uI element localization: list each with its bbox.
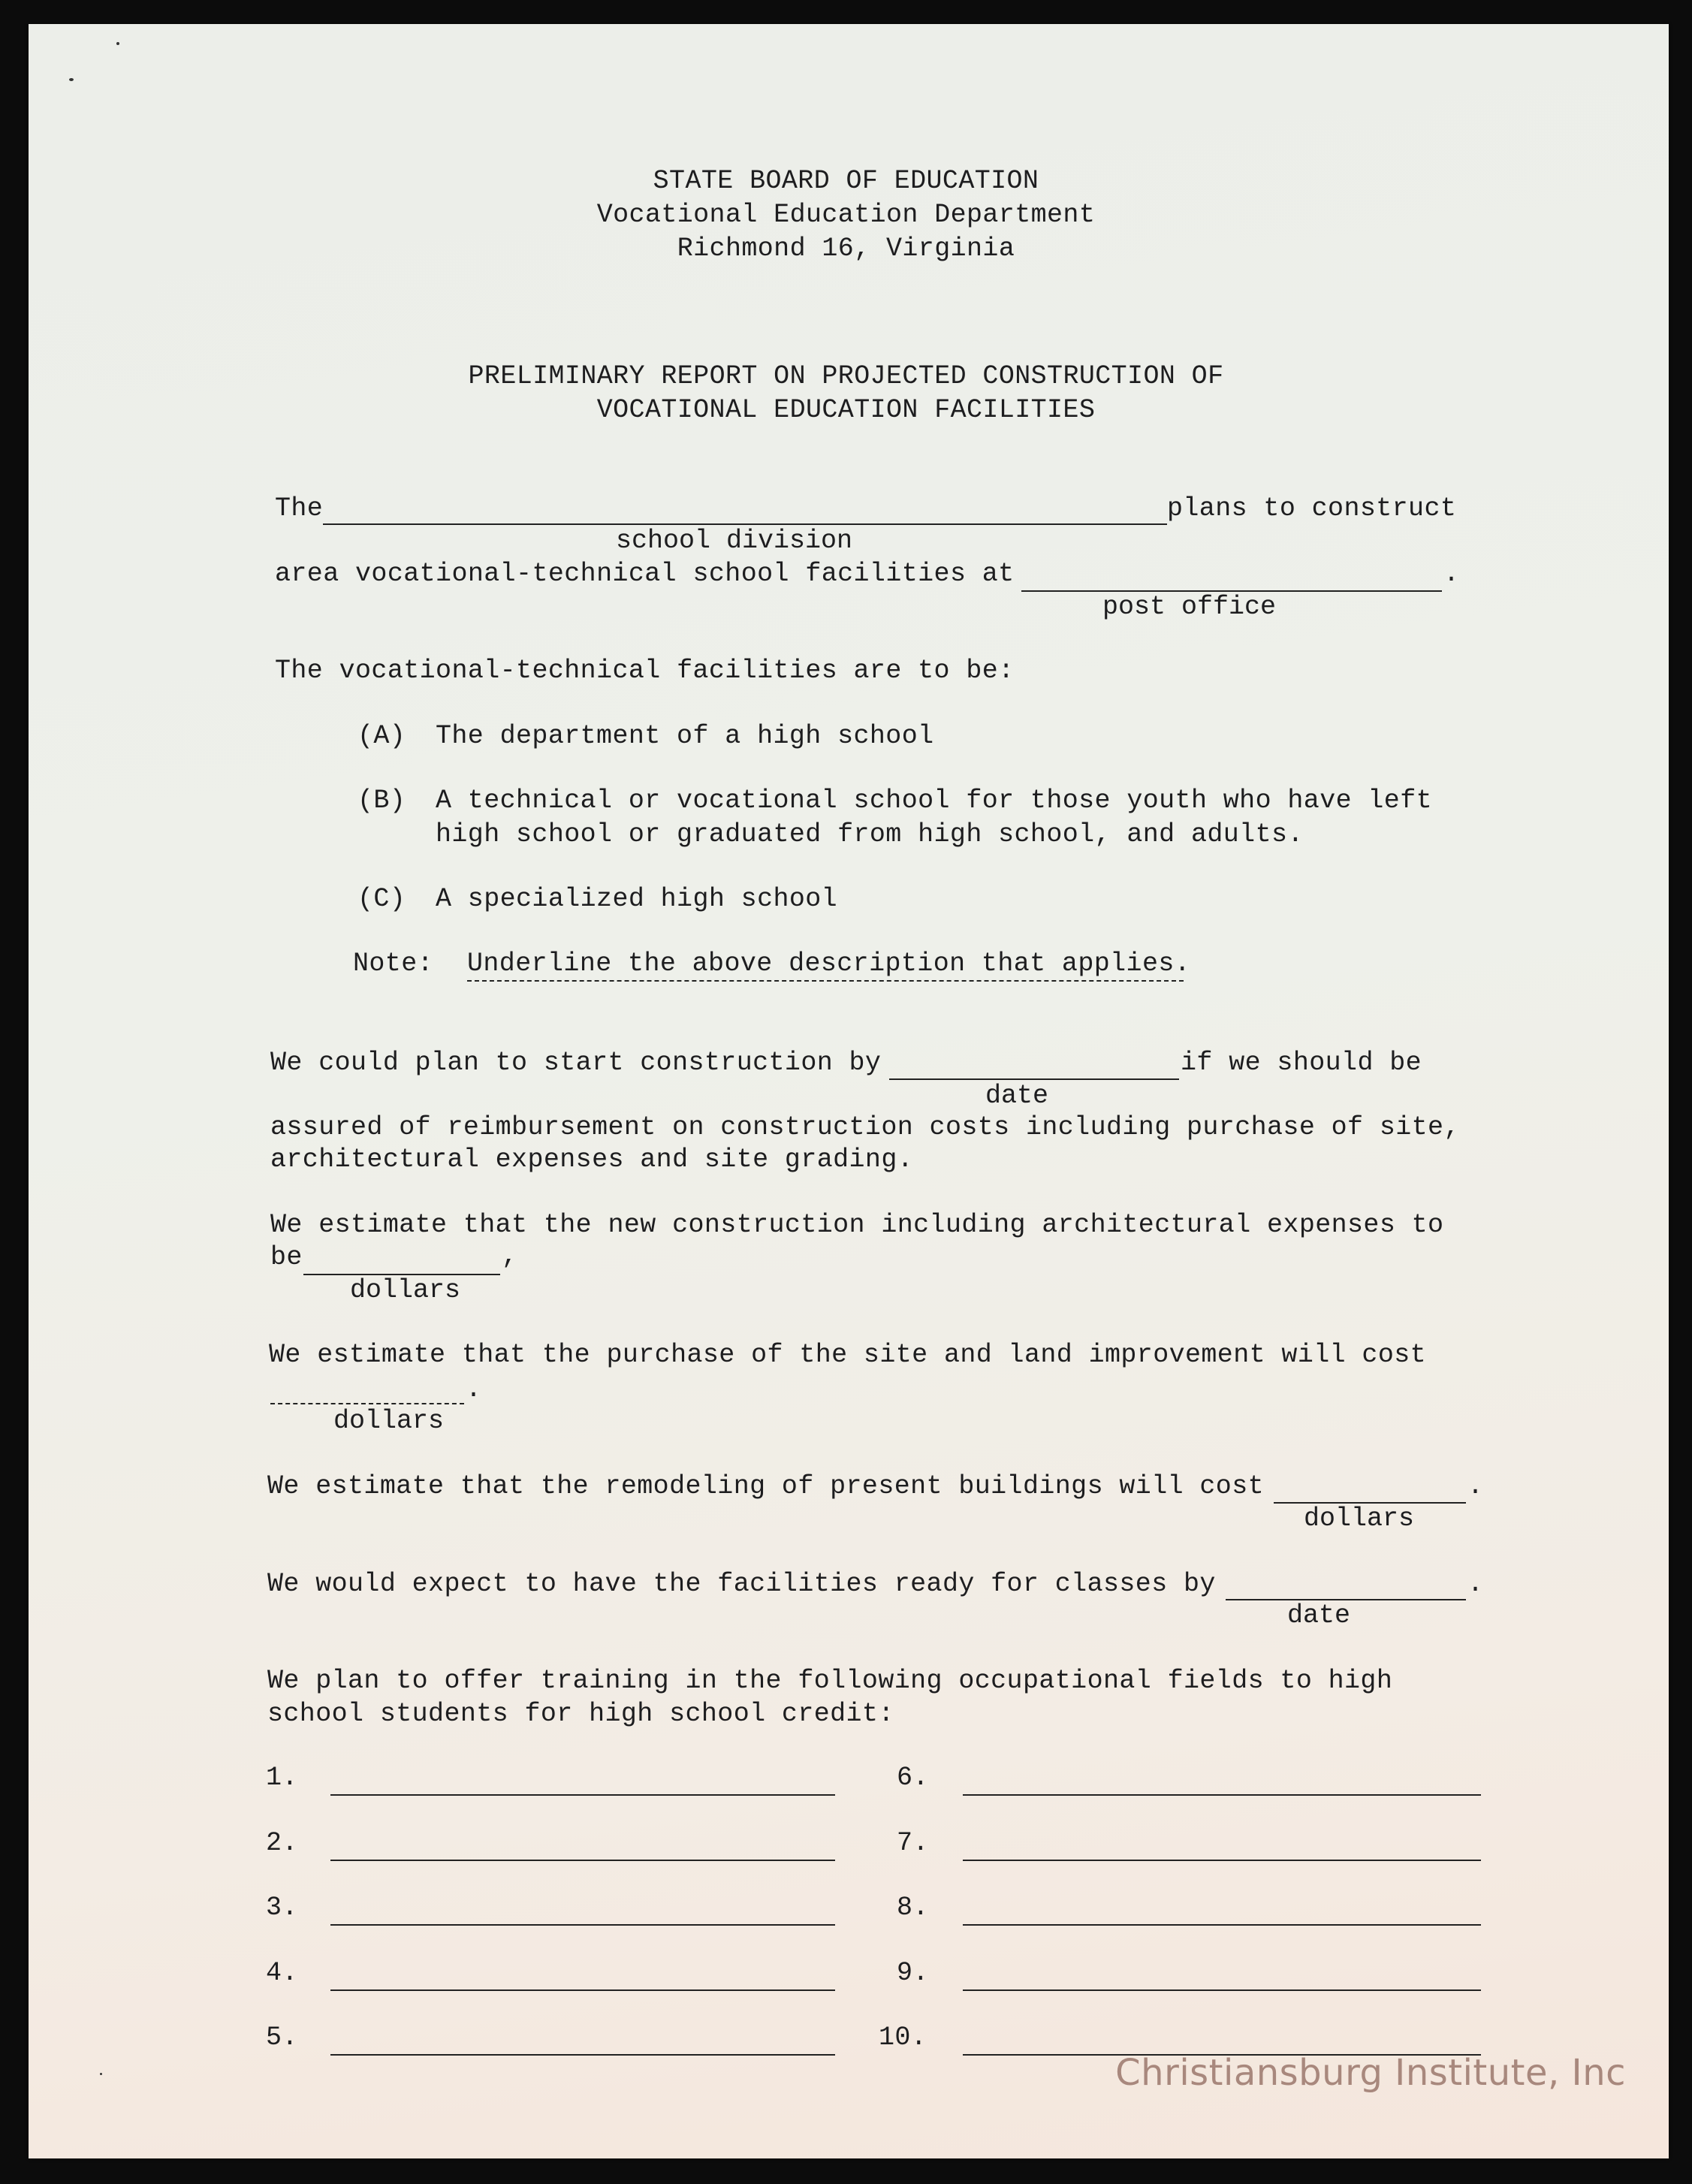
ready-line: We would expect to have the facilities ready for classes by [267,1569,1216,1599]
estimate-site-line: We estimate that the purchase of the site and land improvement will cost [269,1340,1427,1370]
field-number: 1. [266,1763,298,1793]
training-line-2: school students for high school credit: [267,1699,894,1729]
field-number: 4. [266,1958,298,1988]
intro-area-text: area vocational-technical school facilities at [275,559,1015,589]
construction-assured: assured of reimbursement on construction costs including purchase of site, [270,1112,1460,1142]
report-title-line-1: PRELIMINARY REPORT ON PROJECTED CONSTRUCTION OF [468,361,1224,391]
field-number: 3. [266,1893,298,1923]
remodel-dollars-label: dollars [1304,1504,1415,1534]
option-b-text: A technical or vocational school for those youth who have left [436,786,1433,816]
occupational-field-blank[interactable] [330,1924,835,1926]
header-line-1: STATE BOARD OF EDUCATION [653,166,1039,196]
field-number: 7. [897,1828,929,1858]
facilities-lead: The vocational-technical facilities are to be: [275,656,1015,686]
note-label: Note: [353,949,434,979]
speck [69,78,74,81]
speck [100,2073,102,2075]
field-number: 9. [897,1958,929,1988]
occupational-field-blank[interactable] [330,1989,835,1991]
estimate-new-comma: , [502,1241,518,1271]
construction-if-should: if we should be [1181,1048,1422,1078]
report-title-line-2: VOCATIONAL EDUCATION FACILITIES [596,395,1096,425]
construction-architectural: architectural expenses and site grading. [270,1145,914,1175]
option-a-text: The department of a high school [436,721,934,751]
field-number: 6. [897,1763,929,1793]
training-line-1: We plan to offer training in the following occupational fields to high [267,1666,1393,1696]
occupational-field-blank[interactable] [963,1860,1481,1861]
field-number: 5. [266,2023,298,2053]
occupational-field-blank[interactable] [963,1989,1481,1991]
ready-period: . [1467,1569,1484,1599]
header-line-2: Vocational Education Department [596,200,1096,230]
occupational-field-blank[interactable] [330,1794,835,1796]
option-c-letter: (C) [357,884,406,914]
post-office-label: post office [1102,592,1277,622]
watermark: Christiansburg Institute, Inc [1115,2052,1626,2094]
intro-plans-to-construct: plans to construct [1167,493,1457,523]
estimate-remodel-period: . [1467,1471,1484,1501]
school-division-label: school division [616,526,853,556]
option-c-text: A specialized high school [436,884,838,914]
field-number: 2. [266,1828,298,1858]
option-b-letter: (B) [357,786,406,816]
note-text: Underline the above description that applies. [467,949,1191,979]
construction-date-label: date [985,1081,1049,1111]
intro-the: The [275,493,324,523]
occupational-field-blank[interactable] [963,1924,1481,1926]
ready-date-label: date [1287,1600,1351,1630]
field-number: 10. [879,2023,927,2053]
estimate-new-be: be [270,1242,303,1272]
header-line-3: Richmond 16, Virginia [677,234,1015,264]
field-number: 8. [897,1893,929,1923]
construction-start-text: We could plan to start construction by [270,1048,882,1078]
occupational-field-blank[interactable] [963,1794,1481,1796]
speck [116,42,119,45]
estimate-site-period: . [466,1374,482,1404]
estimate-new-line: We estimate that the new construction including architectural expenses to [270,1210,1444,1240]
site-dollars-label: dollars [333,1406,445,1436]
option-a-letter: (A) [357,721,406,751]
note-underline [467,980,1184,982]
estimate-remodel-line: We estimate that the remodeling of present buildings will cost [267,1471,1265,1501]
occupational-field-blank[interactable] [330,1860,835,1861]
new-construction-dollars-label: dollars [350,1275,461,1305]
option-b-text-2: high school or graduated from high school, and adults. [436,819,1304,849]
occupational-field-blank[interactable] [330,2054,835,2056]
intro-period: . [1443,559,1460,589]
